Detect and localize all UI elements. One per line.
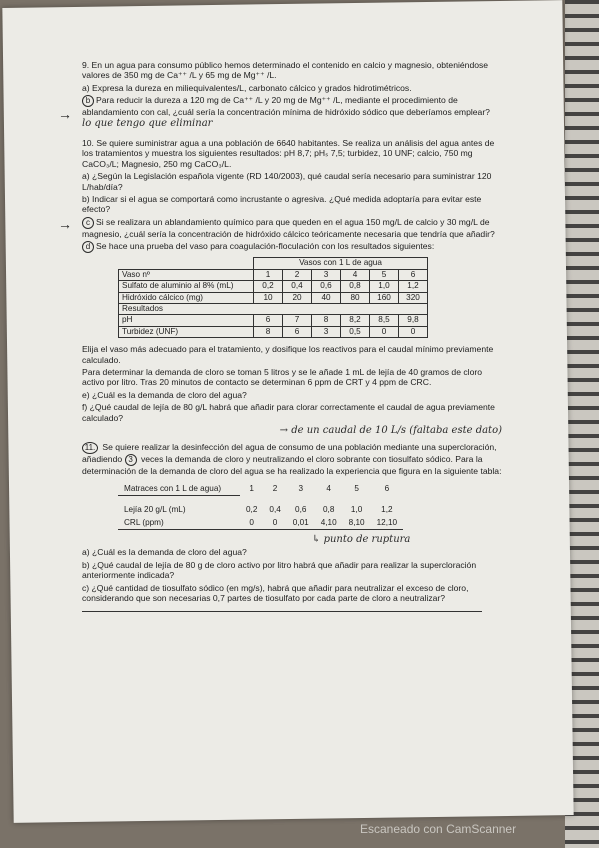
q10-note-line [82, 425, 502, 436]
q10-d: d Se hace una prueba del vaso para coagulación-floculación con los resultados siguientes: [82, 241, 502, 253]
table-row: Hidróxido cálcico (mg) 10 20 40 80 160 320 [119, 292, 428, 303]
table-row: Resultados [119, 303, 428, 314]
q9-intro: 9. En un agua para consumo público hemos determinado el contenido en calcio y magnesio, obteniéndose valores de 350 mg de Ca⁺⁺ /L y 65 mg de Mg⁺⁺ /L. [82, 60, 489, 81]
circled-letter: b [82, 95, 94, 107]
handwritten-note: ↳ punto de ruptura [312, 534, 411, 545]
jar-test-table [118, 257, 428, 338]
q10-f: f) ¿Qué caudal de lejía de 80 g/L habrá que añadir para clorar correctamente el caudal de agua previamente calculado? [82, 402, 495, 423]
q11-b: b) ¿Qué caudal de lejía de 80 g de cloro activo por litro habrá que añadir para realizar la supercloración anteriormente indicada? [82, 559, 477, 581]
q10-a: a) ¿Según la Legislación española vigente (RD 140/2003), qué caudal sería necesario para suministrar 120 L/hab/día? [82, 171, 492, 192]
scanner-watermark: Escaneado con CamScanner [360, 822, 517, 836]
q11-c: c) ¿Qué cantidad de tiosulfato sódico (en mg/s), habrá que añadir para neutralizar el exceso de cloro, considerando que son necesarias 0,7 partes de tiosulfato por cada parte de cloro a neutralizar? [82, 582, 469, 604]
table-row: Vaso nº 1 2 3 4 5 6 [119, 269, 428, 280]
divider [82, 611, 482, 612]
table-group-header: Vasos con 1 L de agua [254, 258, 428, 269]
q11-text: 11. Se quiere realizar la desinfección del agua de consumo de una población mediante una supercloración, añadiendo 3 veces la demanda de cloro y neutralizando el cloro sobrante con tiosulfato sódico. Para la determinación de la demanda de cloro del agua se ha realizado la experiencia que figura en la siguiente tabla: [82, 442, 502, 477]
arrow-icon: → [58, 216, 72, 232]
q9-b: b Para reducir la dureza a 120 mg de Ca⁺⁺ /L y 20 mg de Mg⁺⁺ /L, mediante el procedimiento de ablandamiento con cal, ¿cuál sería la concentración mínima de hidróxido sódico que deberíamos emplear? lo que tengo que eliminar [82, 95, 490, 129]
q10-c: c Si se realizara un ablandamiento químico para que queden en el agua 150 mg/L de calcio y 30 mg/L de magnesio, ¿cuál sería la concentración de hidróxido cálcico teóricamente necesaria que tendría que añadir? [82, 216, 495, 239]
q11-a: a) ¿Cuál es la demanda de cloro del agua? [82, 547, 247, 558]
chlorine-demand-table [118, 483, 403, 530]
table-row: CRL (ppm) 0 0 0,01 4,10 8,10 12,10 [118, 517, 403, 530]
q10-after-2: Para determinar la demanda de cloro se toman 5 litros y se le añade 1 mL de lejía de 40 gramos de cloro activo por litro. Tras 20 minutos de contacto se determinan 6 ppm de CRT y 4 ppm de CRC. [82, 366, 482, 388]
circled-letter: c [82, 217, 94, 229]
q9-a: a) Expresa la dureza en miliequivalentes/L, carbonato cálcico y grados hidrotimétricos. [82, 82, 412, 93]
q10-intro: 10. Se quiere suministrar agua a una población de 6640 habitantes. Se realiza un análisis del agua antes de los tratamientos y muestra los siguientes resultados: pH 8,7; pHₛ 7,5; turbidez, 10 UNF; calcio, 750 mg CaCO₃/L; Magnesio, 250 mg CaCO₃/L. [82, 138, 495, 169]
q10-e: e) ¿Cuál es la demanda de cloro del agua? [82, 389, 247, 400]
table-row: Turbidez (UNF) 8 6 3 0,5 0 0 [119, 326, 428, 337]
handwritten-note: lo que tengo que eliminar [82, 117, 213, 129]
circled-number: 11. [82, 442, 98, 454]
table-row: Lejía 20 g/L (mL) 0,2 0,4 0,6 0,8 1,0 1,2 [124, 505, 393, 515]
table-row: pH 6 7 8 8,2 8,5 9,8 [119, 315, 428, 326]
q10-after-1: Elija el vaso más adecuado para el tratamiento, y dosifique los reactivos para el caudal mínimo previamente calculado. [82, 344, 494, 365]
table-row: Sulfato de aluminio al 8% (mL) 0,2 0,4 0,6 0,8 1,0 1,2 [119, 281, 428, 292]
handwritten-note: → de un caudal de 10 L/s (faltaba este dato) [279, 424, 502, 436]
circled-number: 3 [125, 454, 137, 466]
q10-b: b) Indicar si el agua se comportará como incrustante o agresiva. ¿Qué medida adoptaría para evitar este efecto? [82, 194, 482, 215]
document-content [82, 60, 502, 612]
circled-letter: d [82, 241, 94, 253]
table-row: Matraces con 1 L de agua) 1 2 3 4 5 6 [118, 483, 403, 496]
q11-note-line [82, 534, 502, 545]
arrow-icon: → [58, 106, 72, 122]
